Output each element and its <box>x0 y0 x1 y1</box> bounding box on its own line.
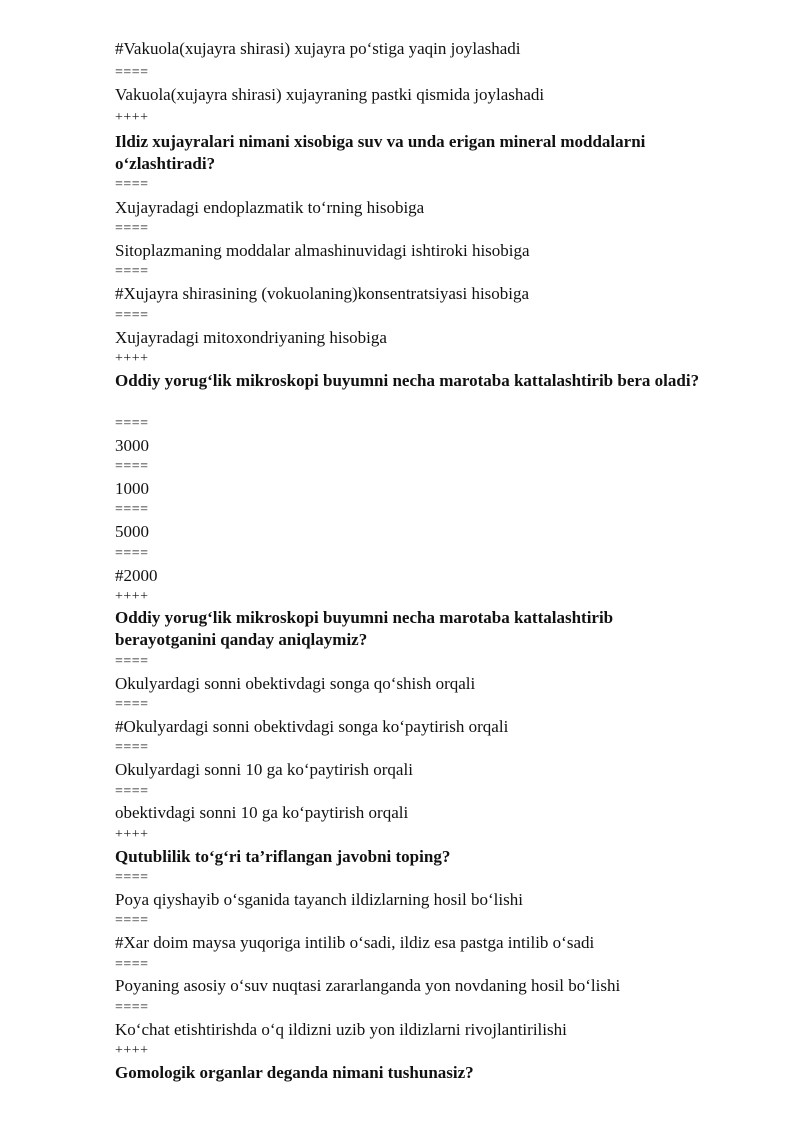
question: Gomologik organlar deganda nimani tushunasiz? <box>115 1063 474 1082</box>
separator: ==== <box>115 65 149 80</box>
separator: ==== <box>115 546 149 561</box>
answer-option: Poyaning asosiy o‘suv nuqtasi zararlanganda yon novdaning hosil bo‘lishi <box>115 976 621 995</box>
separator: ==== <box>115 1000 149 1015</box>
separator: ++++ <box>115 589 149 604</box>
answer-option: #Xujayra shirasining (vokuolaning)konsentratsiyasi hisobiga <box>115 284 530 303</box>
answer-option: Ko‘chat etishtirishda o‘q ildizni uzib yon ildizlarni rivojlantirilishi <box>115 1020 567 1039</box>
question: Ildiz xujayralari nimani xisobiga suv va unda erigan mineral moddalarni o‘zlashtiradi? <box>115 132 646 173</box>
separator: ==== <box>115 221 149 236</box>
separator: ==== <box>115 459 149 474</box>
answer-option: #Xar doim maysa yuqoriga intilib o‘sadi, ildiz esa pastga intilib o‘sadi <box>115 933 595 952</box>
answer-option: #Okulyardagi sonni obektivdagi songa ko‘paytirish orqali <box>115 717 509 736</box>
separator: ==== <box>115 957 149 972</box>
separator: ==== <box>115 502 149 517</box>
answer-option: #Vakuola(xujayra shirasi) xujayra po‘stiga yaqin joylashadi <box>115 39 521 58</box>
separator: ==== <box>115 416 149 431</box>
answer-option: Okulyardagi sonni obektivdagi songa qo‘shish orqali <box>115 674 476 693</box>
separator: ==== <box>115 740 149 755</box>
answer-option: obektivdagi sonni 10 ga ko‘paytirish orqali <box>115 803 409 822</box>
answer-option: 3000 <box>115 436 149 455</box>
question: Oddiy yorug‘lik mikroskopi buyumni necha marotaba kattalashtirib berayotganini qanday aniqlaymiz? <box>115 608 614 649</box>
answer-option: Xujayradagi endoplazmatik to‘rning hisobiga <box>115 198 425 217</box>
separator: ++++ <box>115 351 149 366</box>
separator: ++++ <box>115 110 149 125</box>
separator: ==== <box>115 697 149 712</box>
answer-option: 1000 <box>115 479 149 498</box>
separator: ++++ <box>115 827 149 842</box>
separator: ==== <box>115 177 149 192</box>
answer-option: 5000 <box>115 522 149 541</box>
separator: ==== <box>115 913 149 928</box>
question: Qutublilik to‘g‘ri ta’riflangan javobni toping? <box>115 847 451 866</box>
separator: ++++ <box>115 1043 149 1058</box>
answer-option: #2000 <box>115 566 158 585</box>
separator: ==== <box>115 264 149 279</box>
answer-option: Sitoplazmaning moddalar almashinuvidagi ishtiroki hisobiga <box>115 241 530 260</box>
answer-option: Vakuola(xujayra shirasi) xujayraning pastki qismida joylashadi <box>115 85 545 104</box>
answer-option: Poya qiyshayib o‘sganida tayanch ildizlarning hosil bo‘lishi <box>115 890 523 909</box>
separator: ==== <box>115 870 149 885</box>
answer-option: Okulyardagi sonni 10 ga ko‘paytirish orqali <box>115 760 413 779</box>
question: Oddiy yorug‘lik mikroskopi buyumni necha marotaba kattalashtirib bera oladi? <box>115 371 700 390</box>
answer-option: Xujayradagi mitoxondriyaning hisobiga <box>115 328 387 347</box>
separator: ==== <box>115 784 149 799</box>
separator: ==== <box>115 308 149 323</box>
separator: ==== <box>115 654 149 669</box>
